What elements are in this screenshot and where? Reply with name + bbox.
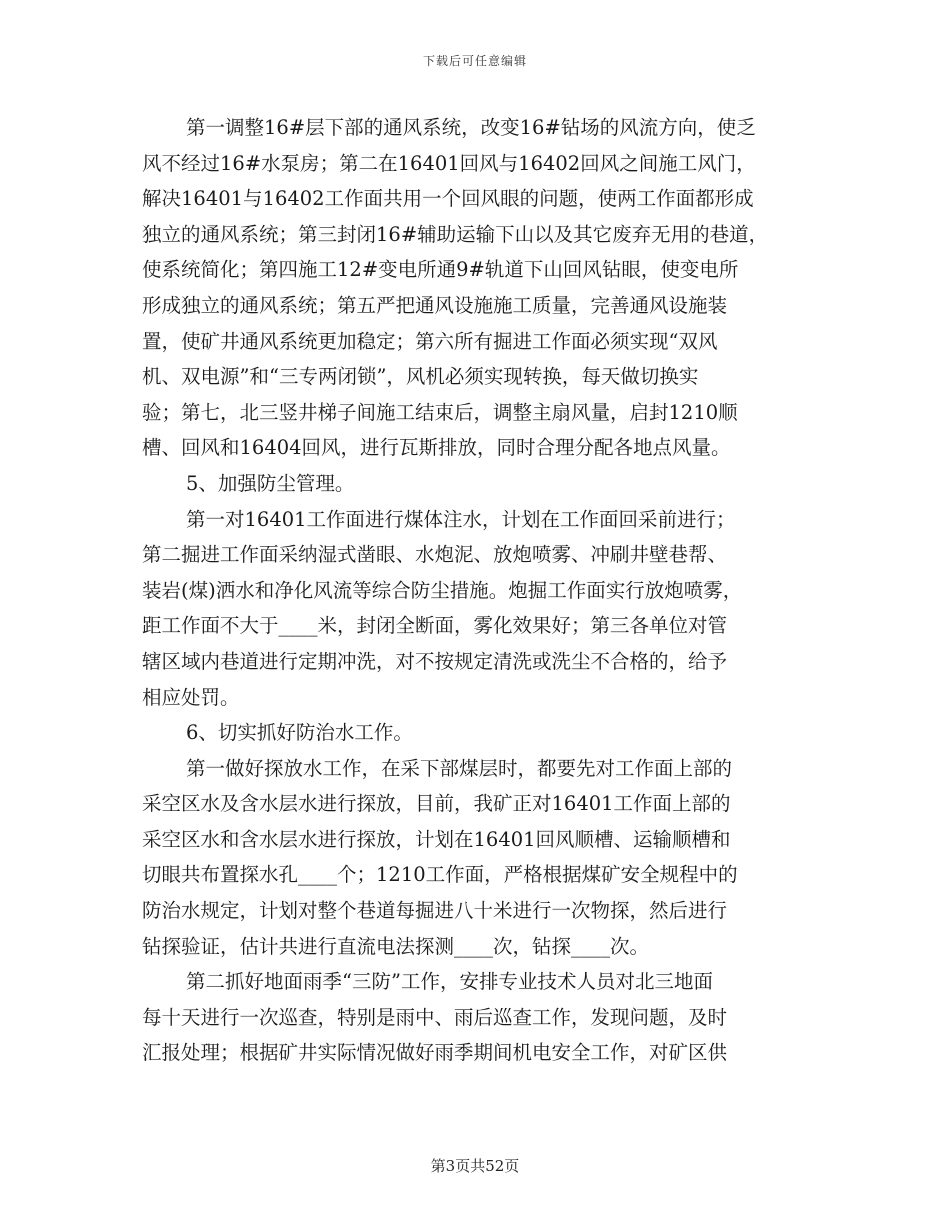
text-line: 辖区域内巷道进行定期冲洗，对不按规定清洗或洗尘不合格的，给予 — [142, 649, 728, 673]
page-footer: 第3页共52页 — [430, 1157, 520, 1175]
text-line: 使系统简化；第四施工12#变电所通9#轨道下山回风钻眼，使变电所 — [142, 258, 739, 282]
text-line: 置，使矿井通风系统更加稳定；第六所有掘进工作面必须实现“双风 — [142, 329, 718, 353]
text-line: 5、加强防尘管理。 — [186, 471, 355, 495]
text-line: 相应处罚。 — [142, 685, 240, 709]
text-line: 装岩(煤)洒水和净化风流等综合防尘措施。炮掘工作面实行放炮喷雾， — [142, 578, 743, 602]
text-line: 形成独立的通风系统；第五严把通风设施施工质量，完善通风设施装 — [142, 293, 728, 317]
text-line: 第二抓好地面雨季“三防”工作，安排专业技术人员对北三地面 — [186, 970, 713, 994]
text-line: 第二掘进工作面采纳湿式凿眼、水炮泥、放炮喷雾、冲刷井壁巷帮、 — [142, 543, 728, 567]
text-line: 第一对16401工作面进行煤体注水，计划在工作面回采前进行； — [186, 507, 736, 531]
text-line: 验；第七，北三竖井梯子间施工结束后，调整主扇风量，启封1210顺 — [142, 400, 738, 424]
text-line: 钻探验证，估计共进行直流电法探测____次，钻探____次。 — [142, 934, 650, 958]
text-line: 6、切实抓好防治水工作。 — [186, 721, 413, 745]
text-line: 汇报处理；根据矿井实际情况做好雨季期间机电安全工作，对矿区供 — [142, 1041, 728, 1065]
text-line: 每十天进行一次巡查，特别是雨中、雨后巡查工作，发现问题，及时 — [142, 1005, 728, 1029]
text-line: 独立的通风系统；第三封闭16#辅助运输下山以及其它废弃无用的巷道， — [142, 222, 769, 246]
text-line: 槽、回风和16404回风，进行瓦斯排放，同时合理分配各地点风量。 — [142, 436, 731, 460]
document-body — [142, 110, 810, 1071]
text-line: 解决16401与16402工作面共用一个回风眼的问题，使两工作面都形成 — [142, 187, 754, 211]
text-line: 第一调整16#层下部的通风系统，改变16#钻场的风流方向，使乏 — [186, 116, 756, 139]
text-line: 防治水规定，计划对整个巷道每掘进八十米进行一次物探，然后进行 — [142, 899, 728, 923]
text-line: 采空区水和含水层水进行探放，计划在16401回风顺槽、运输顺槽和 — [142, 827, 731, 851]
text-line: 机、双电源”和“三专两闭锁”，风机必须实现转换，每天做切换实 — [142, 365, 699, 389]
text-line: 第一做好探放水工作，在采下部煤层时，都要先对工作面上部的 — [186, 756, 733, 780]
text-line: 风不经过16#水泵房；第二在16401回风与16402回风之间施工风门， — [142, 151, 756, 175]
text-line: 采空区水及含水层水进行探放，目前，我矿正对16401工作面上部的 — [142, 792, 731, 816]
text-line: 切眼共布置探水孔____个；1210工作面，严格根据煤矿安全规程中的 — [142, 863, 738, 887]
page-header: 下载后可任意编辑 — [422, 54, 527, 68]
text-line: 距工作面不大于____米，封闭全断面，雾化效果好；第三各单位对管 — [142, 614, 728, 638]
